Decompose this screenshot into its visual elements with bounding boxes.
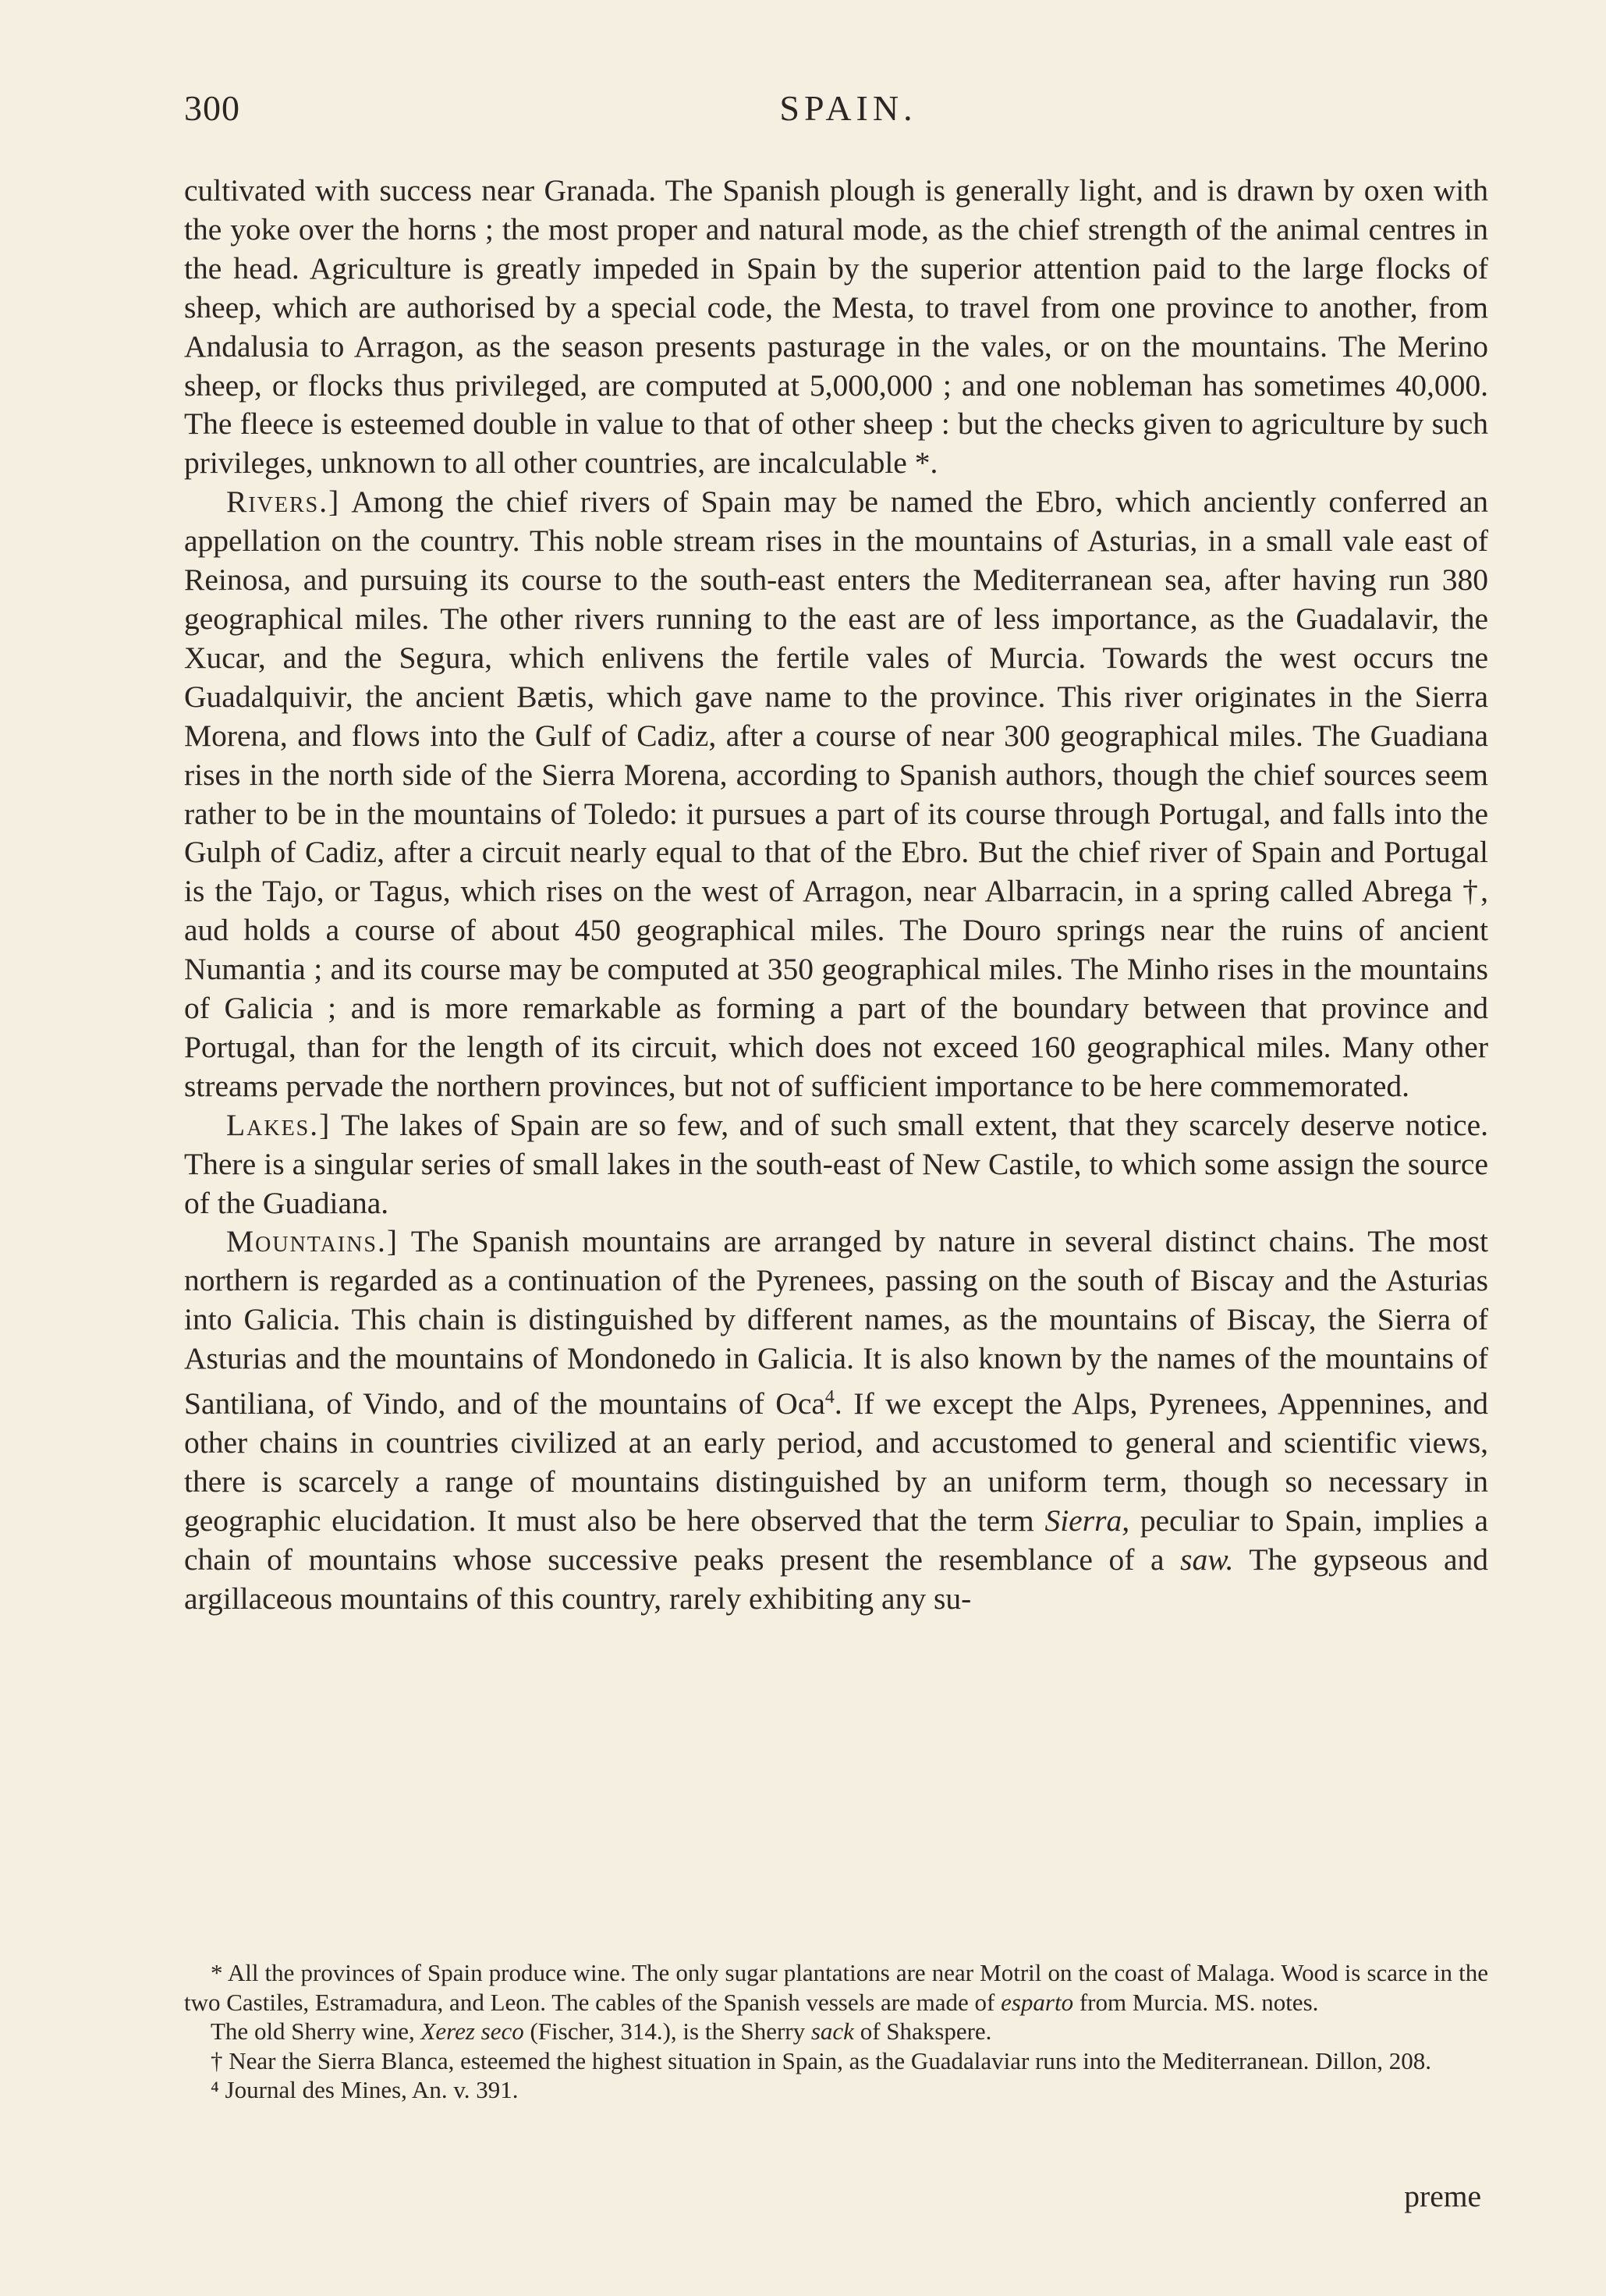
footnote-star-text: * All the provinces of Spain produce wine. The only sugar plantations are near Motril on the coast of Malaga. Wood is scarce in the two Castiles, Estramadura, and Leon. The cables of the Spanish vessels are made of (184, 1959, 1488, 2016)
section-heading-mountains: Mountains.] (226, 1224, 399, 1259)
running-title: SPAIN. (779, 88, 917, 128)
footnote-four: ⁴ Journal des Mines, An. v. 391. (211, 2076, 519, 2103)
page-number: 300 (184, 88, 240, 128)
paragraph-lakes (184, 1106, 1488, 1223)
mountains-text-3: peculiar to Spain, implies a chain of mountains whose successive peaks present the resemblance of a (184, 1503, 1489, 1577)
footnote-star (184, 1958, 1488, 2017)
footnote-ref-4: 4 (824, 1387, 835, 1408)
term-xerez-seco: Xerez seco (420, 2017, 524, 2045)
term-esparto: esparto (1001, 1988, 1074, 2016)
paragraph-mountains (184, 1223, 1488, 1618)
mountains-text-1: The Spanish mountains are arranged by nature in several distinct chains. The most northern is regarded as a continuation of the Pyrenees, passing on the south of Biscay and the Asturias into Galicia. This chain is distinguished by different names, as the mountains of Biscay, the Sierra of Asturias and the mountains of Mondonedo in Galicia. It is also known by the names of the mountains of Santiliana, of Vindo, and of the mountains of Oca (184, 1224, 1488, 1421)
footnote-sherry-3: of Shakspere. (860, 2017, 992, 2045)
section-heading-lakes: Lakes.] (226, 1107, 331, 1142)
section-heading-rivers: Rivers.] (226, 484, 341, 520)
term-sierra: Sierra, (1044, 1503, 1130, 1538)
paragraph-rivers (184, 483, 1488, 1106)
footnote-star-end: from Murcia. MS. notes. (1079, 1988, 1319, 2016)
catchword: preme (1404, 2179, 1481, 2213)
rivers-text: Among the chief rivers of Spain may be named the Ebro, which anciently conferred an appellation on the country. This noble stream rises in the mountains of Asturias, in a small vale east of Reinosa, and pursuing its course to the south-east enters the Mediterranean sea, after having run 380 geographical miles. The other rivers running to the east are of less importance, as the Guadalavir, the Xucar, and the Segura, which enlivens the fertile vales of Murcia. Towards the west occurs tne Guadalquivir, the ancient Bætis, which gave name to the province. This river originates in the Sierra Morena, and flows into the Gulf of Cadiz, after a course of near 300 geographical miles. The Guadiana rises in the north side of the Sierra Morena, according to Spanish authors, though the chief sources seem rather to be in the mountains of Toledo: it pursues a part of its course through Portugal, and falls into the Gulph of Cadiz, after a circuit nearly equal to that of the Ebro. But the chief river of Spain and Portugal is the Tajo, or Tagus, which rises on the west of Arragon, near Albarracin, in a spring called Abrega †, aud holds a course of about 450 geographical miles. The Douro springs near the ruins of ancient Numantia ; and its course may be computed at 350 geographical miles. The Minho rises in the mountains of Galicia ; and is more remarkable as forming a part of the boundary between that province and Portugal, than for the length of its circuit, which does not exceed 160 geographical miles. Many other streams pervade the northern provinces, but not of sufficient importance to be here commemorated. (184, 484, 1488, 1103)
term-saw: saw. (1180, 1542, 1234, 1577)
footnote-sherry-2: (Fischer, 314.), is the Sherry (530, 2017, 806, 2045)
lakes-text: The lakes of Spain are so few, and of such small extent, that they scarcely deserve notice. There is a singular series of small lakes in the south-east of New Castile, to which some assign the source of the Guadiana. (184, 1107, 1488, 1220)
page-header (184, 87, 1481, 134)
mountains-text-4: The gypseous and argillaceous mountains of this country, rarely exhibiting any su- (184, 1542, 1489, 1616)
footnotes (184, 1958, 1488, 2105)
term-sack: sack (810, 2017, 854, 2045)
main-text (184, 172, 1488, 1619)
footnote-sherry-1: The old Sherry wine, (211, 2017, 415, 2045)
paragraph-agriculture: cultivated with success near Granada. The Spanish plough is generally light, and is drawn by oxen with the yoke over the horns ; the most proper and natural mode, as the chief strength of the animal centres in the head. Agriculture is greatly impeded in Spain by the superior attention paid to the large flocks of sheep, which are authorised by a special code, the Mesta, to travel from one province to another, from Andalusia to Arragon, as the season presents pasturage in the vales, or on the mountains. The Merino sheep, or flocks thus privileged, are computed at 5,000,000 ; and one nobleman has sometimes 40,000. The fleece is esteemed double in value to that of other sheep : but the checks given to agriculture by such privileges, unknown to all other countries, are incalculable *. (184, 173, 1488, 481)
footnote-dagger: † Near the Sierra Blanca, esteemed the highest situation in Spain, as the Guadalaviar runs into the Mediterranean. Dillon, 208. (211, 2046, 1432, 2074)
mountains-text-2: . If we except the Alps, Pyrenees, Appennines, and other chains in countries civilized at an early period, and accustomed to general and scientific views, there is scarcely a range of mountains distinguished by an uniform term, though so necessary in geographic elucidation. It must also be here observed that the term (184, 1386, 1488, 1538)
footnote-sherry (184, 2017, 1488, 2046)
